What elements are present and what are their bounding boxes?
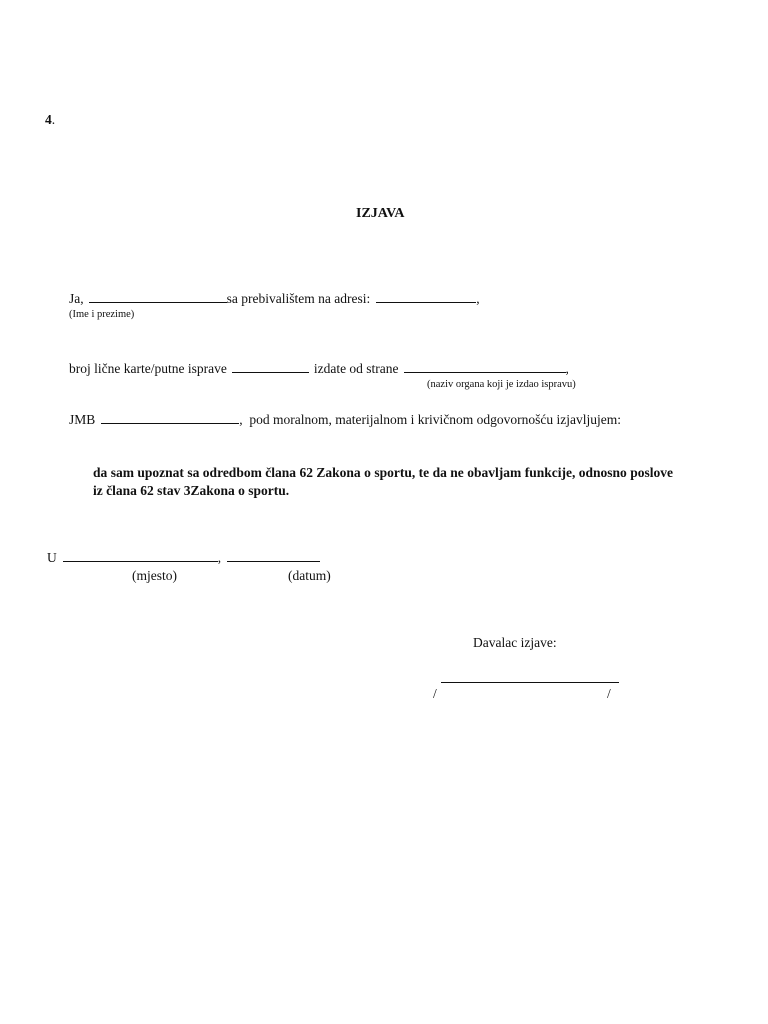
id-document-label: broj lične karte/putne isprave	[69, 361, 227, 376]
place-date-separator: ,	[217, 550, 222, 565]
signature-label: Davalac izjave:	[473, 635, 557, 650]
jmb-statement-intro: , pod moralnom, materijalnom i krivičnom odgovornošću izjavljujem:	[239, 412, 621, 427]
issuer-hint: (naziv organa koji je izdao ispravu)	[427, 379, 576, 390]
id-document-line	[69, 361, 569, 377]
name-field[interactable]	[89, 301, 227, 303]
address-suffix: ,	[476, 291, 480, 306]
date-field[interactable]	[227, 560, 320, 562]
id-document-field[interactable]	[232, 371, 309, 373]
issuer-suffix: ,	[565, 361, 569, 376]
signature-line[interactable]	[441, 682, 619, 683]
document-title: IZJAVA	[356, 206, 405, 221]
issuer-field[interactable]	[404, 371, 566, 373]
place-hint: (mjesto)	[132, 568, 177, 583]
section-number-value: 4	[45, 112, 52, 127]
signature-slash-left: /	[433, 686, 437, 701]
date-hint: (datum)	[288, 568, 331, 583]
section-number-period: .	[51, 112, 56, 127]
name-address-line	[69, 291, 480, 307]
jmb-line	[69, 412, 621, 428]
name-prefix: Ja,	[69, 291, 84, 306]
jmb-label: JMB	[69, 412, 96, 427]
address-label: sa prebivalištem na adresi:	[226, 291, 371, 306]
address-field[interactable]	[376, 301, 476, 303]
place-prefix: U	[47, 550, 57, 565]
place-field[interactable]	[63, 560, 218, 562]
name-hint: (Ime i prezime)	[69, 309, 135, 320]
jmb-field[interactable]	[101, 422, 239, 424]
issuer-label: izdate od strane	[313, 361, 399, 376]
declaration-statement: da sam upoznat sa odredbom člana 62 Zakona o sportu, te da ne obavljam funkcije, odnosno poslove iz člana 62 stav 3Zakona o sportu.	[93, 465, 673, 498]
signature-slash-right: /	[607, 686, 611, 701]
section-number	[45, 112, 55, 128]
place-date-line	[47, 550, 320, 566]
